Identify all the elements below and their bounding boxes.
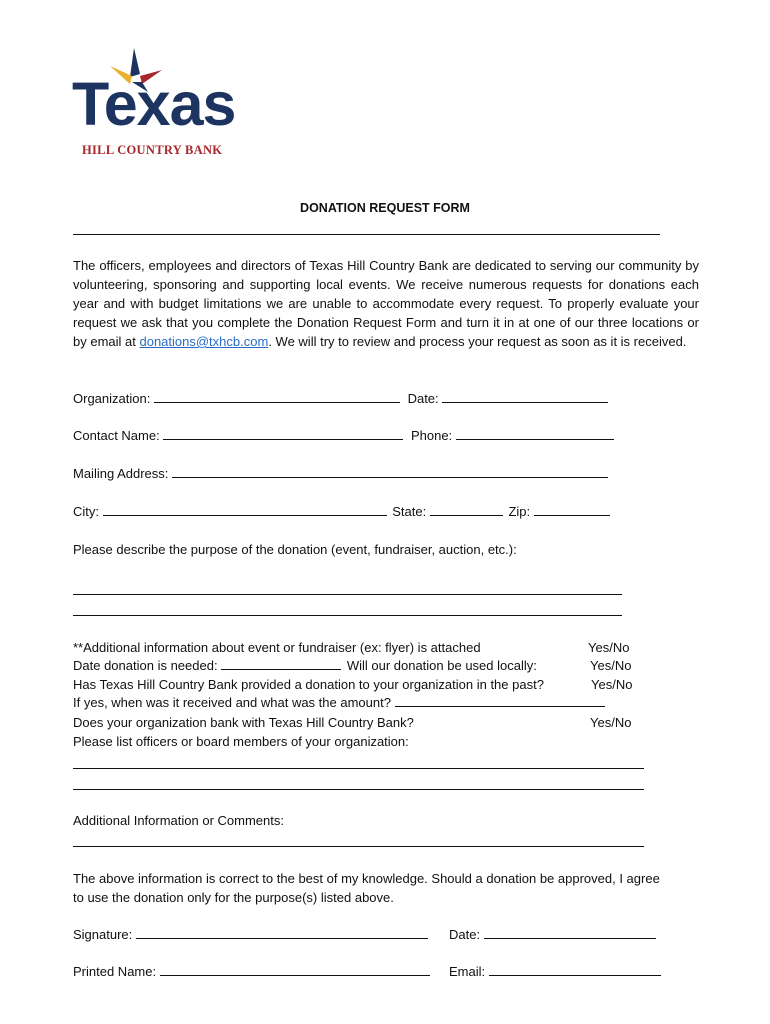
used-locally-label: Will our donation be used locally: [346,658,537,673]
email-link[interactable]: donations@txhcb.com [139,334,269,349]
mailing-row [73,465,608,483]
bank-with-yes-no[interactable]: Yes/No [590,715,632,730]
form-title: DONATION REQUEST FORM [300,201,470,215]
certification-text: The above information is correct to the best of my knowledge. Should a donation be approved, I agree to use the donation only for the purpose(s) listed above. [73,871,660,905]
purpose-prompt: Please describe the purpose of the donation (event, fundraiser, auction, etc.): [73,542,517,557]
signature-date-field[interactable] [484,926,656,939]
organization-field[interactable] [154,390,400,403]
date-label: Date: [407,391,439,406]
phone-field[interactable] [456,427,614,440]
state-label: State: [392,504,427,519]
intro-text-end: . We will try to review and process your request as soon as it is received. [268,334,687,349]
zip-field[interactable] [534,503,610,516]
printed-name-row [73,963,430,981]
if-yes-row [73,694,605,712]
organization-label: Organization: [73,391,151,406]
purpose-line-1[interactable] [73,594,622,595]
used-locally-yes-no[interactable]: Yes/No [590,658,632,673]
logo-wordmark: Texas [72,70,236,138]
city-field[interactable] [103,503,387,516]
city-row [73,503,610,521]
title-divider [73,234,660,235]
attached-question: **Additional information about event or fundraiser (ex: flyer) is attached [73,640,481,655]
state-field[interactable] [430,503,503,516]
comments-line[interactable] [73,846,644,847]
if-yes-label: If yes, when was it received and what was the amount? [73,695,391,710]
officers-line-2[interactable] [73,789,644,790]
contact-name-field[interactable] [163,427,403,440]
date-needed-field[interactable] [221,657,341,670]
zip-label: Zip: [508,504,531,519]
city-label: City: [73,504,99,519]
comments-label: Additional Information or Comments: [73,813,284,828]
date-needed-row [73,657,537,675]
officers-question: Please list officers or board members of your organization: [73,734,409,749]
officers-line-1[interactable] [73,768,644,769]
signature-date-row [449,926,656,944]
logo-subtitle: HILL COUNTRY BANK [82,143,223,157]
email-row [449,963,661,981]
signature-date-label: Date: [449,927,481,942]
if-yes-field[interactable] [395,694,605,707]
date-needed-label: Date donation is needed: [73,658,218,673]
phone-label: Phone: [410,428,453,443]
organization-row [73,390,608,408]
email-label: Email: [449,964,486,979]
bank-with-question: Does your organization bank with Texas Hill Country Bank? [73,715,414,730]
mailing-address-label: Mailing Address: [73,466,169,481]
intro-paragraph [73,256,699,351]
date-field[interactable] [442,390,608,403]
attached-yes-no[interactable]: Yes/No [588,640,630,655]
contact-row [73,427,614,445]
purpose-line-2[interactable] [73,615,622,616]
mailing-address-field[interactable] [172,465,608,478]
printed-name-label: Printed Name: [73,964,157,979]
contact-name-label: Contact Name: [73,428,160,443]
past-donation-question: Has Texas Hill Country Bank provided a donation to your organization in the past? [73,677,544,692]
signature-field[interactable] [136,926,428,939]
printed-name-field[interactable] [160,963,430,976]
signature-row [73,926,428,944]
email-field[interactable] [489,963,661,976]
past-donation-yes-no[interactable]: Yes/No [591,677,633,692]
signature-label: Signature: [73,927,133,942]
intro-text: The officers, employees and directors of Texas Hill Country Bank are dedicated to serving our community by volunteering, sponsoring and supporting local events. We receive numerous requests for donations each year and with budget limitations we are unable to accommodate every request. To properly evaluate your request we ask that you complete the Donation Request Form and turn it in at one of our three locations or by email at [73,258,699,349]
